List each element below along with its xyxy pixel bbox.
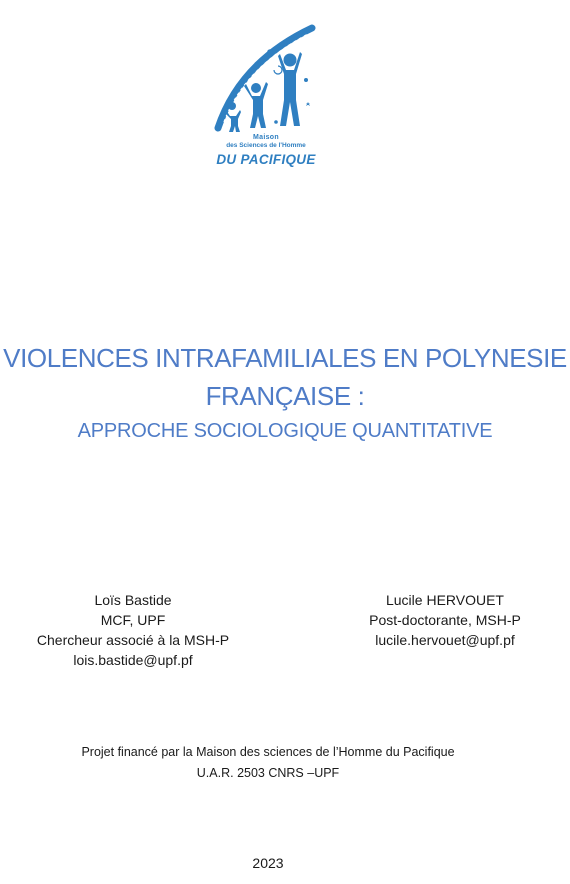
logo-text-sciences: des Sciences de l'Homme	[226, 142, 306, 149]
author-affiliation: Chercheur associé à la MSH-P	[36, 632, 230, 648]
author-email: lois.bastide@upf.pf	[73, 652, 193, 668]
funding-unit: U.A.R. 2503 CNRS –UPF	[196, 766, 340, 780]
author-block-bastide	[28, 590, 238, 670]
logo-text-pacifique: DU PACIFIQUE	[216, 152, 316, 167]
author-name: Loïs Bastide	[94, 592, 172, 608]
author-block-hervouet	[340, 590, 550, 650]
author-position: MCF, UPF	[100, 612, 166, 628]
publication-year: 2023	[252, 855, 284, 871]
logo-text-maison: Maison	[253, 134, 279, 141]
author-email: lucile.hervouet@upf.pf	[375, 632, 515, 648]
title-line-1: VIOLENCES INTRAFAMILIALES EN POLYNESIE	[3, 343, 567, 373]
title-line-2: FRANÇAISE :	[205, 381, 365, 411]
funding-statement: Projet financé par la Maison des sciences de l’Homme du Pacifique	[81, 745, 455, 759]
author-position: Post-doctorante, MSH-P	[369, 612, 521, 628]
subtitle: APPROCHE SOCIOLOGIQUE QUANTITATIVE	[77, 420, 493, 442]
logo-figures-icon	[210, 22, 322, 134]
msh-pacifique-logo	[210, 22, 322, 172]
author-name: Lucile HERVOUET	[385, 592, 504, 608]
